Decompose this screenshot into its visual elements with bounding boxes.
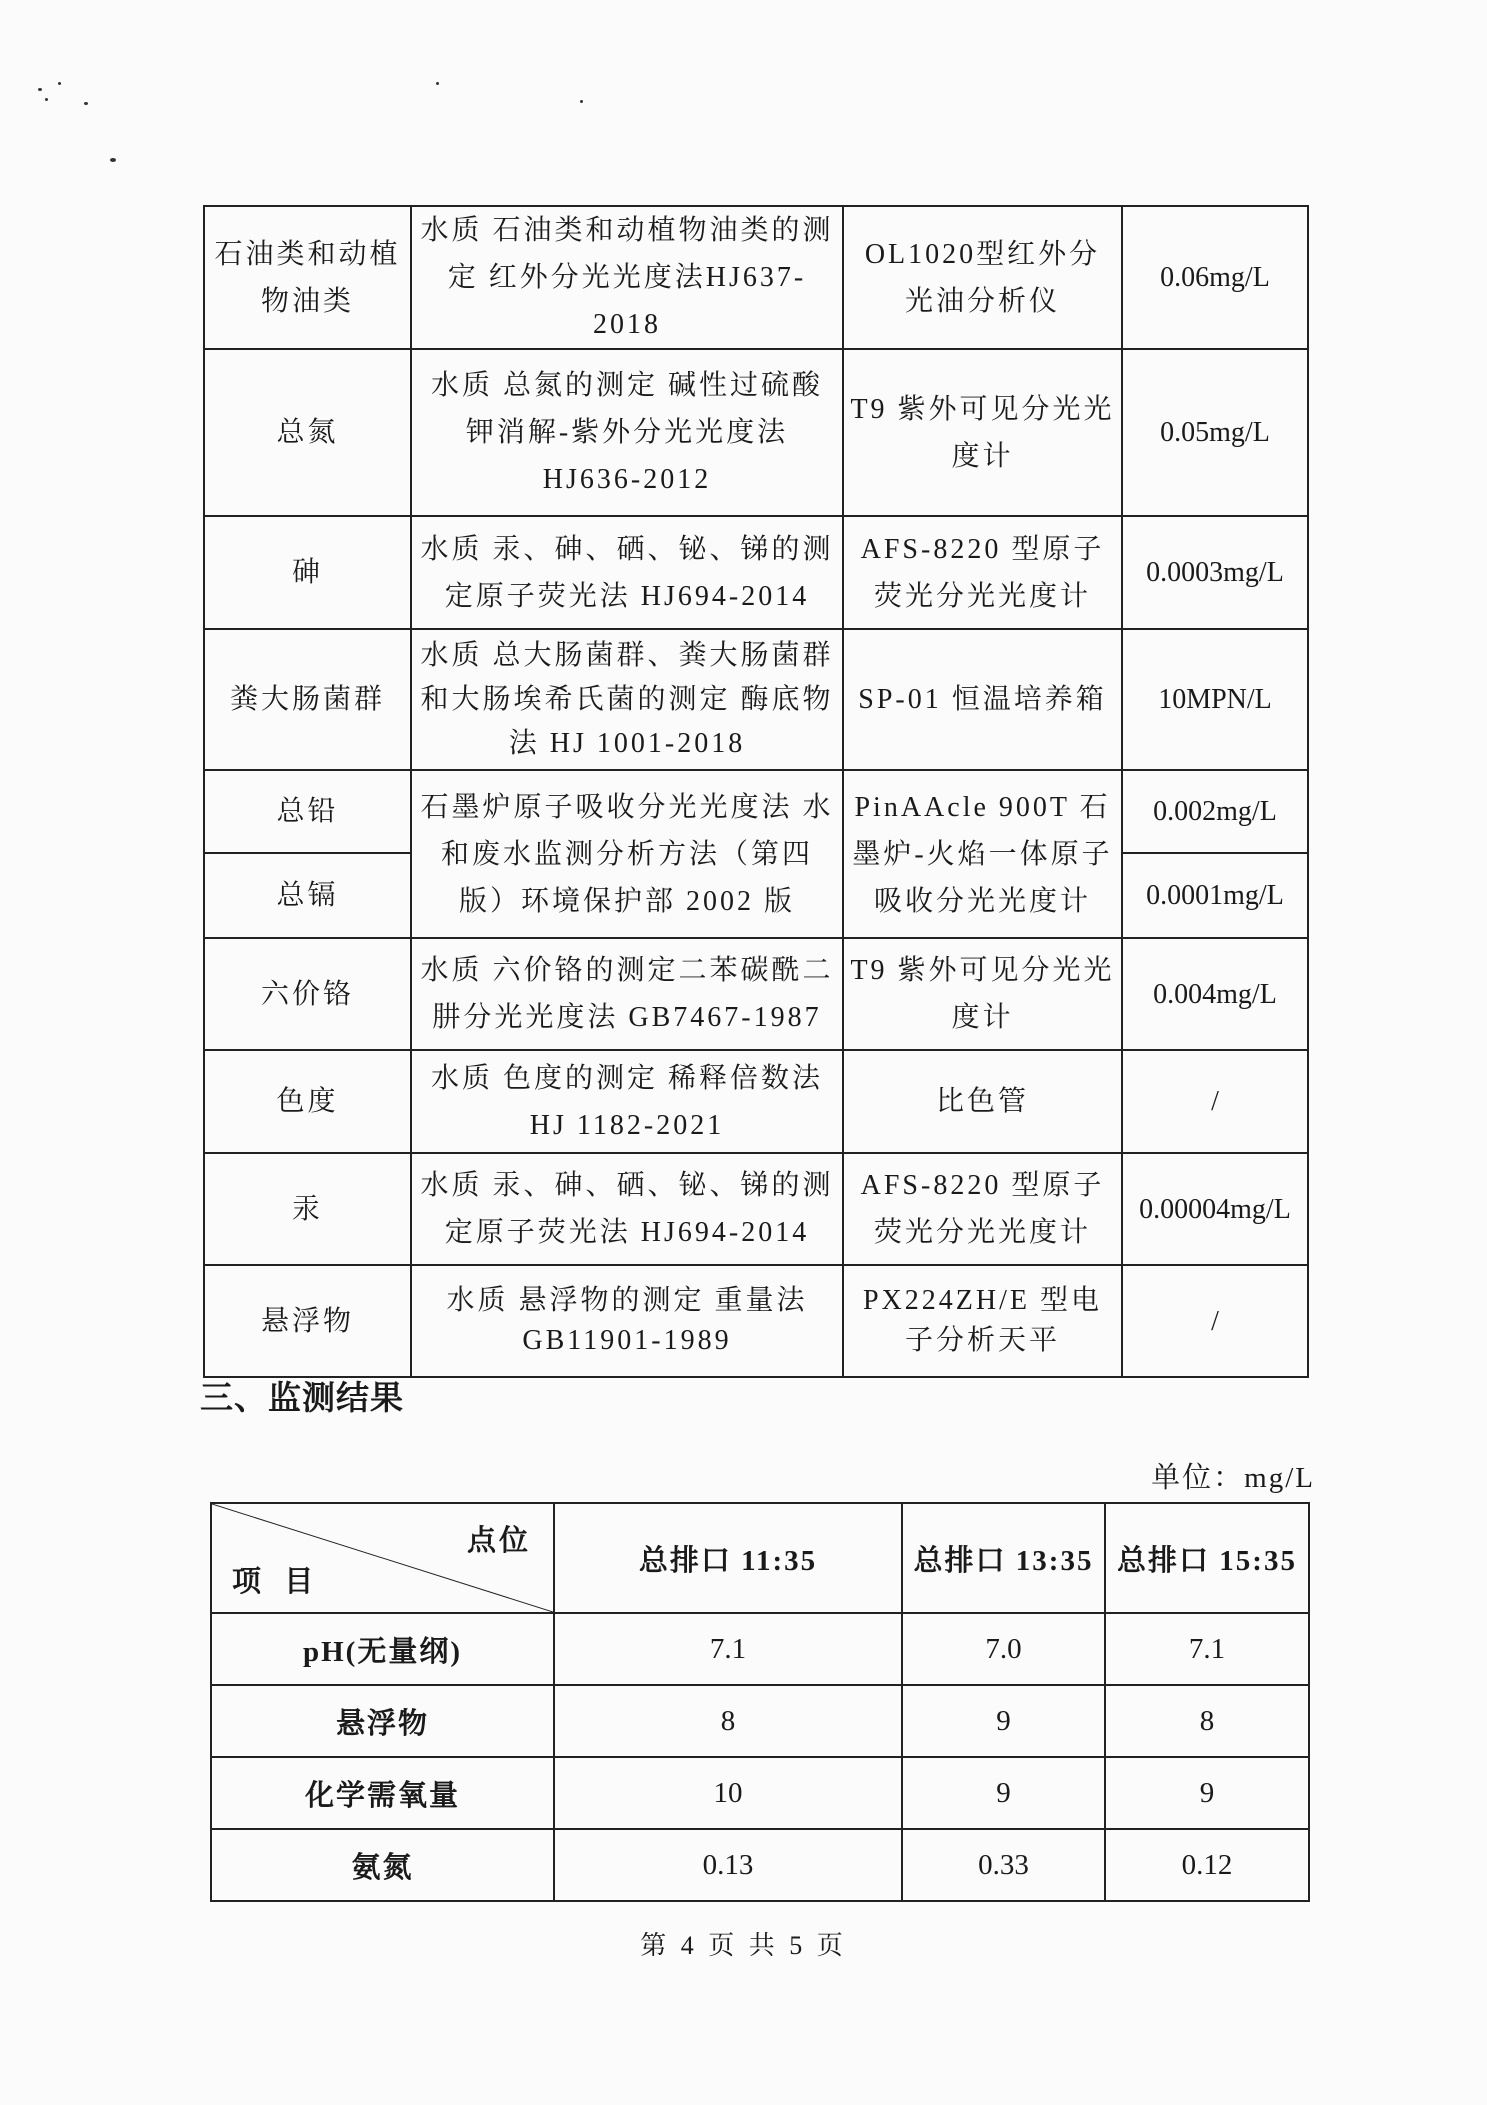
item-name: 石油类和动植物油类 bbox=[204, 206, 411, 349]
detection-limit: 0.004mg/L bbox=[1122, 938, 1308, 1050]
detection-limit: 0.0003mg/L bbox=[1122, 516, 1308, 629]
header-item-label: 项 目 bbox=[232, 1566, 322, 1598]
results-table bbox=[210, 1502, 1310, 1902]
unit-label: 单位：mg/L bbox=[1151, 1462, 1315, 1494]
column-header: 总排口 15:35 bbox=[1105, 1503, 1309, 1613]
instrument-name: PX224ZH/E 型电子分析天平 bbox=[843, 1265, 1122, 1377]
header-point-label: 点位 bbox=[466, 1525, 531, 1557]
method-standard: 水质 汞、砷、硒、铋、锑的测定原子荧光法 HJ694-2014 bbox=[411, 516, 843, 629]
instrument-name: T9 紫外可见分光光度计 bbox=[843, 349, 1122, 516]
instrument-name: SP-01 恒温培养箱 bbox=[843, 629, 1122, 770]
result-value: 7.0 bbox=[902, 1613, 1105, 1685]
method-standard: 水质 色度的测定 稀释倍数法 HJ 1182-2021 bbox=[411, 1050, 843, 1153]
item-name: 粪大肠菌群 bbox=[204, 629, 411, 770]
detection-limit: 0.002mg/L bbox=[1122, 770, 1308, 853]
instrument-name: PinAAcle 900T 石墨炉-火焰一体原子吸收分光光度计 bbox=[843, 770, 1122, 938]
row-label: 化学需氧量 bbox=[211, 1757, 554, 1829]
section-title: 三、监测结果 bbox=[200, 1378, 404, 1417]
result-value: 9 bbox=[1105, 1757, 1309, 1829]
scan-speck bbox=[84, 102, 88, 105]
instrument-name: T9 紫外可见分光光度计 bbox=[843, 938, 1122, 1050]
scan-speck bbox=[58, 82, 61, 85]
table-row bbox=[204, 1050, 1308, 1153]
method-standard: 水质 总氮的测定 碱性过硫酸钾消解-紫外分光光度法 HJ636-2012 bbox=[411, 349, 843, 516]
result-value: 9 bbox=[902, 1685, 1105, 1757]
detection-limit: 0.00004mg/L bbox=[1122, 1153, 1308, 1265]
scan-speck bbox=[580, 100, 583, 103]
method-standard: 水质 总大肠菌群、粪大肠菌群和大肠埃希氏菌的测定 酶底物法 HJ 1001-2018 bbox=[411, 629, 843, 770]
page-number: 第 4 页 共 5 页 bbox=[640, 1931, 847, 1960]
item-name: 悬浮物 bbox=[204, 1265, 411, 1377]
row-label: 氨氮 bbox=[211, 1829, 554, 1901]
table-row bbox=[204, 206, 1308, 349]
column-header: 总排口 13:35 bbox=[902, 1503, 1105, 1613]
instrument-name: OL1020型红外分光油分析仪 bbox=[843, 206, 1122, 349]
table-row bbox=[204, 1153, 1308, 1265]
detection-limit: 0.06mg/L bbox=[1122, 206, 1308, 349]
table-row bbox=[211, 1613, 1309, 1685]
result-value: 8 bbox=[554, 1685, 902, 1757]
scan-speck bbox=[436, 82, 439, 85]
result-value: 9 bbox=[902, 1757, 1105, 1829]
method-standard: 水质 六价铬的测定二苯碳酰二肼分光光度法 GB7467-1987 bbox=[411, 938, 843, 1050]
result-value: 7.1 bbox=[554, 1613, 902, 1685]
table-row bbox=[204, 1265, 1308, 1377]
result-value: 0.13 bbox=[554, 1829, 902, 1901]
table-row bbox=[204, 770, 1308, 853]
methods-table bbox=[203, 205, 1309, 1378]
scan-speck bbox=[38, 88, 42, 91]
table-row bbox=[204, 938, 1308, 1050]
item-name: 六价铬 bbox=[204, 938, 411, 1050]
instrument-name: AFS-8220 型原子荧光分光光度计 bbox=[843, 516, 1122, 629]
table-row bbox=[204, 516, 1308, 629]
method-standard: 石墨炉原子吸收分光光度法 水和废水监测分析方法（第四版）环境保护部 2002 版 bbox=[411, 770, 843, 938]
item-name: 砷 bbox=[204, 516, 411, 629]
instrument-name: AFS-8220 型原子荧光分光光度计 bbox=[843, 1153, 1122, 1265]
row-label: pH(无量纲) bbox=[211, 1613, 554, 1685]
scan-speck bbox=[110, 158, 116, 162]
detection-limit: / bbox=[1122, 1050, 1308, 1153]
detection-limit: / bbox=[1122, 1265, 1308, 1377]
column-header: 总排口 11:35 bbox=[554, 1503, 902, 1613]
table-row bbox=[204, 349, 1308, 516]
item-name: 汞 bbox=[204, 1153, 411, 1265]
method-standard: 水质 汞、砷、硒、铋、锑的测定原子荧光法 HJ694-2014 bbox=[411, 1153, 843, 1265]
row-label: 悬浮物 bbox=[211, 1685, 554, 1757]
instrument-name: 比色管 bbox=[843, 1050, 1122, 1153]
item-name: 总氮 bbox=[204, 349, 411, 516]
results-header-row bbox=[211, 1503, 1309, 1613]
result-value: 8 bbox=[1105, 1685, 1309, 1757]
method-standard: 水质 悬浮物的测定 重量法 GB11901-1989 bbox=[411, 1265, 843, 1377]
detection-limit: 10MPN/L bbox=[1122, 629, 1308, 770]
detection-limit: 0.0001mg/L bbox=[1122, 853, 1308, 938]
result-value: 7.1 bbox=[1105, 1613, 1309, 1685]
result-value: 0.12 bbox=[1105, 1829, 1309, 1901]
item-name: 色度 bbox=[204, 1050, 411, 1153]
item-name: 总镉 bbox=[204, 853, 411, 938]
table-row bbox=[211, 1757, 1309, 1829]
result-value: 10 bbox=[554, 1757, 902, 1829]
table-row bbox=[211, 1685, 1309, 1757]
scan-speck bbox=[45, 98, 48, 101]
table-row bbox=[211, 1829, 1309, 1901]
detection-limit: 0.05mg/L bbox=[1122, 349, 1308, 516]
table-row bbox=[204, 629, 1308, 770]
method-standard: 水质 石油类和动植物油类的测定 红外分光光度法HJ637-2018 bbox=[411, 206, 843, 349]
result-value: 0.33 bbox=[902, 1829, 1105, 1901]
diagonal-header-cell bbox=[211, 1503, 554, 1613]
item-name: 总铅 bbox=[204, 770, 411, 853]
